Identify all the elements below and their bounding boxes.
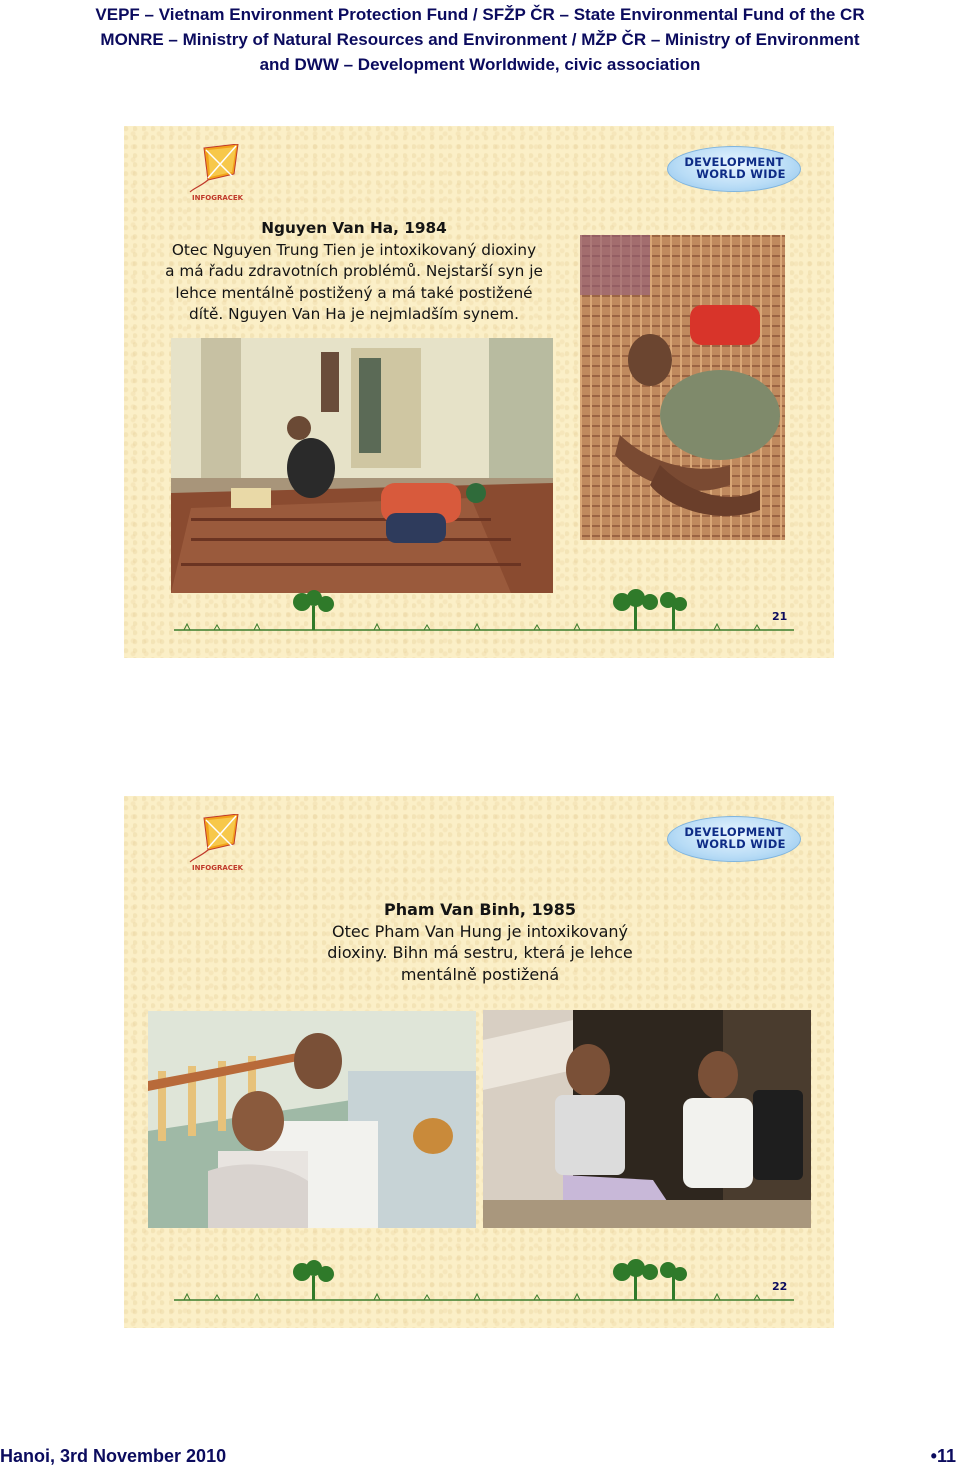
slide-21 — [124, 126, 834, 658]
document-header — [0, 2, 960, 77]
photo-man-sleeping — [580, 235, 785, 540]
photo-sitting-by-stairs — [483, 1010, 811, 1228]
slide-22 — [124, 796, 834, 1328]
trees-ground-decoration — [174, 588, 794, 634]
footer-location-date: Hanoi, 3rd November 2010 — [0, 1446, 227, 1466]
slide-number: 22 — [772, 1280, 788, 1293]
slide-22-title: Pham Van Binh, 1985 — [383, 900, 577, 919]
dww-logo-line-1: DEVELOPMENT — [684, 155, 784, 169]
slide-number: 21 — [772, 610, 788, 623]
development-worldwide-logo — [667, 816, 801, 862]
infogracek-kite-logo — [186, 144, 252, 202]
header-line-2: MONRE – Ministry of Natural Resources and Environment / MŽP ČR – Ministry of Environment — [100, 30, 860, 49]
slide-22-body: Otec Pham Van Hung je intoxikovaný dioxiny. Bihn má sestru, která je lehce mentálně postižená — [327, 921, 633, 984]
slide-21-body: Otec Nguyen Trung Tien je intoxikovaný dioxiny a má řadu zdravotních problémů. Nejstarší syn je lehce mentálně postižený a má také postižené dítě. Nguyen Van Ha je nejmladším synem. — [165, 240, 543, 323]
page-number: •11 — [930, 1446, 956, 1466]
slide-21-title: Nguyen Van Ha, 1984 — [261, 219, 447, 237]
dww-logo-line-2: WORLD WIDE — [696, 837, 786, 851]
trees-ground-decoration — [174, 1258, 794, 1304]
infogracek-kite-logo — [186, 814, 252, 872]
photo-family-room — [171, 338, 553, 593]
development-worldwide-logo — [667, 146, 801, 192]
dww-logo-line-2: WORLD WIDE — [696, 167, 786, 181]
header-line-3: and DWW – Development Worldwide, civic association — [259, 55, 701, 74]
slide-21-text — [158, 218, 550, 326]
kite-logo-text: INFOGRACEK — [192, 864, 244, 872]
header-line-1: VEPF – Vietnam Environment Protection Fund / SFŽP ČR – State Environmental Fund of the CR — [95, 5, 865, 24]
dww-logo-line-1: DEVELOPMENT — [684, 825, 784, 839]
kite-logo-text: INFOGRACEK — [192, 194, 244, 202]
slide-22-text — [320, 899, 640, 985]
photo-father-and-son — [148, 1011, 476, 1228]
